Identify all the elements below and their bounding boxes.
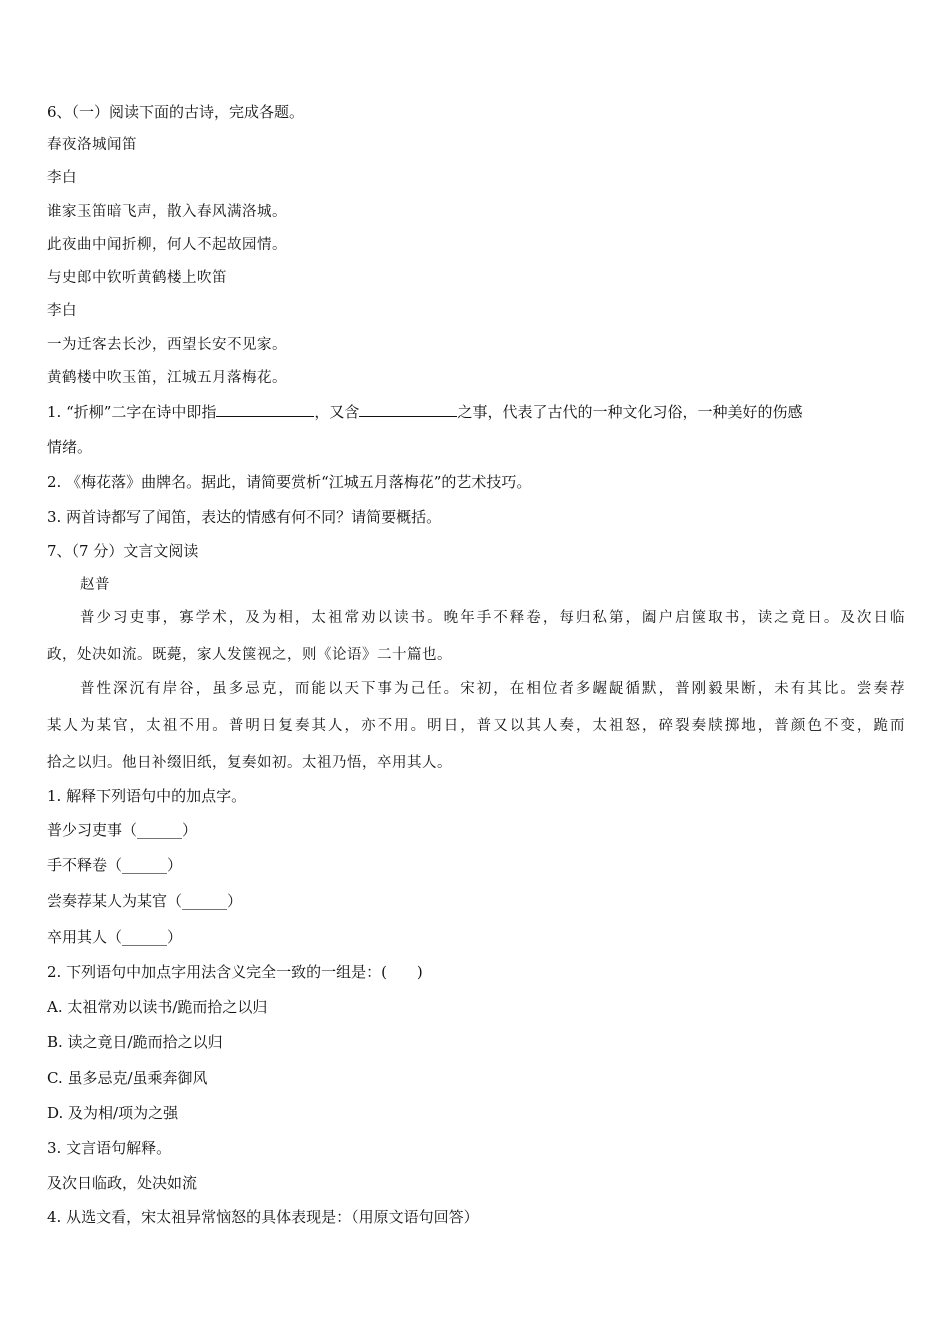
q7-s1-item: 尝奏荐某人为某官（______） [47,892,243,910]
q6-question-3: 3. 两首诗都写了闻笛，表达的情感有何不同？请简要概括。 [47,508,442,526]
poem2-line1: 一为迁客去长沙，西望长安不见家。 [47,337,287,353]
q6-q1-continued: 情绪。 [47,438,93,456]
q7-sub-question-1: 1. 解释下列语句中的加点字。 [47,787,247,805]
poem2-author: 李白 [47,303,77,319]
q7-option-d: D. 及为相/项为之强 [47,1104,179,1122]
answer-blank[interactable] [216,401,314,417]
passage-p2-line1: 普性深沉有岸谷，虽多忌克，而能以天下事为己任。宋初，在相位者多龌龊循默，普刚毅果断，未有其比。尝奏荐 [80,681,905,697]
q7-s1-item: 普少习吏事（______） [47,821,198,839]
q6-intro: 6、（一）阅读下面的古诗，完成各题。 [47,103,305,121]
passage-p2-line3: 拾之以归。他日补缀旧纸，复奏如初。太祖乃悟，卒用其人。 [47,755,452,771]
poem1-author: 李白 [47,170,77,186]
poem1-line2: 此夜曲中闻折柳，何人不起故园情。 [47,237,287,253]
passage-title: 赵普 [80,577,110,593]
q7-option-a: A. 太祖常劝以读书/跪而拾之以归 [47,998,268,1016]
q7-sub-question-4: 4. 从选文看，宋太祖异常恼怒的具体表现是：（用原文语句回答） [47,1208,479,1226]
q7-option-c: C. 虽多忌克/虽乘奔御风 [47,1069,208,1087]
q6-question-1 [47,401,802,422]
poem1-title: 春夜洛城闻笛 [47,137,137,153]
poem1-line1: 谁家玉笛暗飞声，散入春风满洛城。 [47,204,287,220]
q7-s1-item: 卒用其人（______） [47,928,183,946]
q7-sub-question-2: 2. 下列语句中加点字用法含义完全一致的一组是：( ) [47,963,423,981]
q7-option-b: B. 读之竟日/跪而拾之以归 [47,1033,223,1051]
passage-p2-line2: 某人为某官，太祖不用。普明日复奏其人，亦不用。明日，普又以其人奏，太祖怒，碎裂奏牍掷地，普颜色不变，跪而 [47,718,905,734]
answer-blank[interactable] [359,401,457,417]
q6-q1-part-b: ，又含 [314,403,360,421]
q7-sub-question-3: 3. 文言语句解释。 [47,1139,172,1157]
q7-heading: 7、（7 分）文言文阅读 [47,542,199,560]
q6-q1-part-c: 之事，代表了古代的一种文化习俗，一种美好的伤感 [457,403,803,421]
passage-p1-line2: 政，处决如流。既薨，家人发箧视之，则《论语》二十篇也。 [47,647,452,663]
q7-s3-sentence: 及次日临政，处决如流 [47,1174,198,1192]
q6-question-2: 2. 《梅花落》曲牌名。据此，请简要赏析“江城五月落梅花”的艺术技巧。 [47,473,532,491]
poem2-line2: 黄鹤楼中吹玉笛，江城五月落梅花。 [47,370,287,386]
q7-s1-item: 手不释卷（______） [47,856,183,874]
passage-p1-line1: 普少习吏事，寡学术，及为相，太祖常劝以读书。晚年手不释卷，每归私第，阖户启箧取书，读之竟日。及次日临 [80,610,905,626]
poem2-title: 与史郎中钦听黄鹤楼上吹笛 [47,270,227,286]
q6-q1-part-a: 1. “折柳”二字在诗中即指 [47,403,217,421]
